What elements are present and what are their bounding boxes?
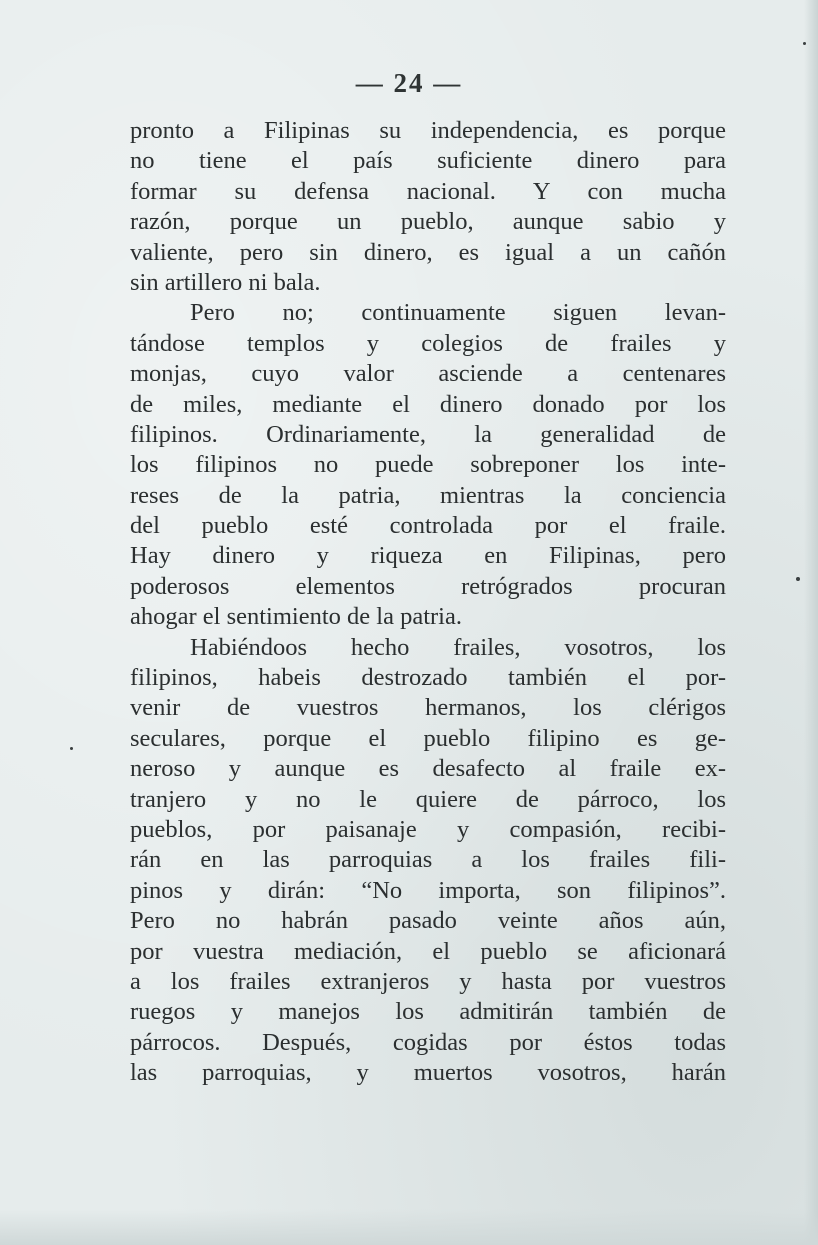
text-line: Habiéndoos hecho frailes, vosotros, los — [190, 633, 726, 661]
page-number: — 24 — — [355, 68, 463, 98]
ink-speck — [796, 577, 800, 581]
text-line: pronto a Filipinas su independencia, es porque — [130, 117, 726, 144]
text-line: párrocos. Después, cogidas por éstos todas — [130, 1028, 726, 1056]
text-line: tranjero y no le quiere de párroco, los — [130, 785, 726, 813]
text-line: pinos y dirán: “No importa, son filipinos”. — [130, 876, 726, 904]
text-line: monjas, cuyo valor asciende a centenares — [130, 360, 726, 388]
text-line: poderosos elementos retrógrados procuran — [130, 572, 726, 600]
ink-speck — [70, 747, 73, 750]
text-line: Pero no habrán pasado veinte años aún, — [130, 907, 726, 935]
text-line: razón, porque un pueblo, aunque sabio y — [130, 208, 726, 236]
text-line: valiente, pero sin dinero, es igual a un cañón — [130, 238, 726, 266]
text-line: sin artillero ni bala. — [130, 268, 321, 296]
text-line: venir de vuestros hermanos, los clérigos — [130, 694, 726, 722]
text-line: pueblos, por paisanaje y compasión, recibi- — [130, 815, 726, 843]
page-edge-bottom — [0, 1209, 818, 1245]
text-line: seculares, porque el pueblo filipino es ge- — [130, 724, 726, 752]
page-edge-right — [804, 0, 818, 1245]
body-text — [130, 116, 726, 1089]
text-line: filipinos, habeis destrozado también el por- — [130, 664, 726, 692]
text-line: rán en las parroquias a los frailes fili- — [130, 846, 726, 874]
text-line: filipinos. Ordinariamente, la generalidad de — [130, 420, 726, 448]
text-line: ruegos y manejos los admitirán también de — [130, 998, 726, 1026]
ink-speck — [803, 42, 806, 45]
text-line: Hay dinero y riqueza en Filipinas, pero — [130, 542, 726, 570]
text-line: por vuestra mediación, el pueblo se aficionará — [130, 937, 726, 965]
text-line: los filipinos no puede sobreponer los inte- — [130, 451, 726, 479]
text-line: Pero no; continuamente siguen levan- — [190, 299, 726, 327]
text-line: a los frailes extranjeros y hasta por vuestros — [130, 967, 726, 995]
text-line: de miles, mediante el dinero donado por los — [130, 390, 726, 418]
text-line: neroso y aunque es desafecto al fraile ex- — [130, 755, 726, 783]
text-line: del pueblo esté controlada por el fraile. — [130, 512, 726, 540]
text-line: reses de la patria, mientras la conciencia — [130, 481, 726, 509]
text-line: formar su defensa nacional. Y con mucha — [130, 177, 726, 205]
text-line: tándose templos y colegios de frailes y — [130, 329, 726, 357]
text-line: no tiene el país suficiente dinero para — [130, 147, 726, 175]
text-line: las parroquias, y muertos vosotros, harán — [130, 1059, 726, 1087]
text-line: ahogar el sentimiento de la patria. — [130, 603, 462, 631]
